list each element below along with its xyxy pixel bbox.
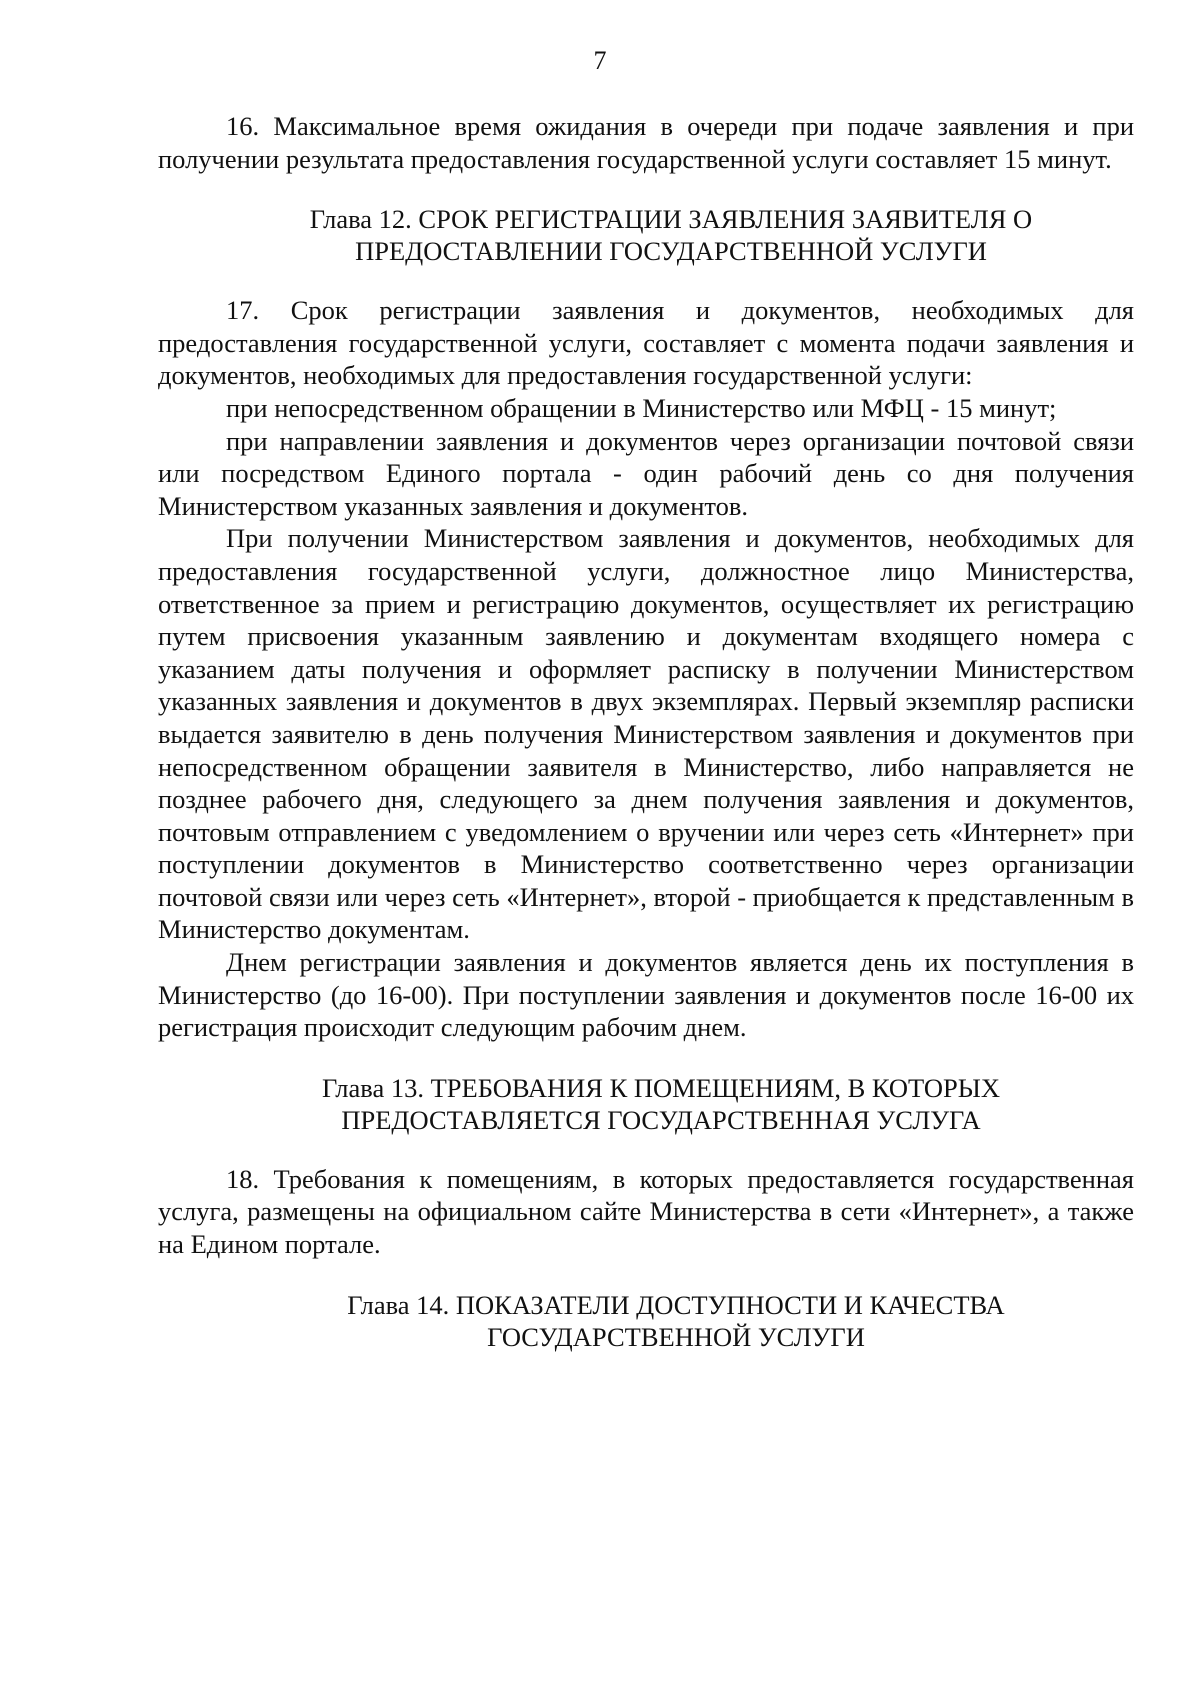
chapter-14-heading-line-2: ГОСУДАРСТВЕННОЙ УСЛУГИ <box>487 1321 865 1352</box>
chapter-13-heading-line-2: ПРЕДОСТАВЛЯЕТСЯ ГОСУДАРСТВЕННАЯ УСЛУГА <box>341 1104 981 1135</box>
paragraph-17-item-direct: при непосредственном обращении в Министерство или МФЦ - 15 минут; <box>226 392 1057 423</box>
paragraph-16: 16. Максимальное время ожидания в очереди при подаче заявления и при получении результата предоставления государственной услуги составляет 15 минут. <box>158 111 1134 174</box>
paragraph-18: 18. Требования к помещениям, в которых предоставляется государственная услуга, размещены на официальном сайте Министерства в сети «Интернет», а также на Едином портале. <box>158 1163 1134 1260</box>
chapter-14-heading <box>158 1289 1134 1353</box>
paragraph-17-item-postal: при направлении заявления и документов через организации почтовой связи или посредством Единого портала - один рабочий день со дня получения Министерством указанных заявления и документов. <box>158 425 1134 521</box>
chapter-13-heading <box>158 1072 1134 1136</box>
chapter-13-heading-line-1: Глава 13. ТРЕБОВАНИЯ К ПОМЕЩЕНИЯМ, В КОТОРЫХ <box>321 1072 1001 1103</box>
chapter-12-heading <box>158 203 1134 267</box>
paragraph-17-receipt: При получении Министерством заявления и документов, необходимых для предоставления государственной услуги, должностное лицо Министерства, ответственное за прием и регистрацию документов, осуществляет их регистрацию путем присвоения указанным заявлению и документам входящего номера с указанием даты получения и оформляет расписку в получении Министерством указанных заявления и документов в двух экземплярах. Первый экземпляр расписки выдается заявителю в день получения Министерством заявления и документов при непосредственном обращении заявителя в Министерство, либо направляется не позднее рабочего дня, следующего за днем получения заявления и документов, почтовым отправлением с уведомлением о вручении или через сеть «Интернет» при поступлении документов в Министерство соответственно через организации почтовой связи или через сеть «Интернет», второй - приобщается к представленным в Министерство документам. <box>158 523 1134 945</box>
chapter-14-heading-line-1: Глава 14. ПОКАЗАТЕЛИ ДОСТУПНОСТИ И КАЧЕСТВА <box>347 1289 1005 1320</box>
chapter-12-heading-line-2: ПРЕДОСТАВЛЕНИИ ГОСУДАРСТВЕННОЙ УСЛУГИ <box>355 236 987 267</box>
document-body <box>158 110 1134 1353</box>
paragraph-17: 17. Срок регистрации заявления и документов, необходимых для предоставления государственной услуги, составляет с момента подачи заявления и документов, необходимых для предоставления государственной услуги: <box>158 295 1134 391</box>
chapter-12-heading-line-1: Глава 12. СРОК РЕГИСТРАЦИИ ЗАЯВЛЕНИЯ ЗАЯВИТЕЛЯ О <box>309 204 1033 235</box>
page-number: 7 <box>593 46 607 75</box>
paragraph-17-registration-day: Днем регистрации заявления и документов является день их поступления в Министерство (до 16-00). При поступлении заявления и документов после 16-00 их регистрация происходит следующим рабочим днем. <box>158 947 1134 1043</box>
